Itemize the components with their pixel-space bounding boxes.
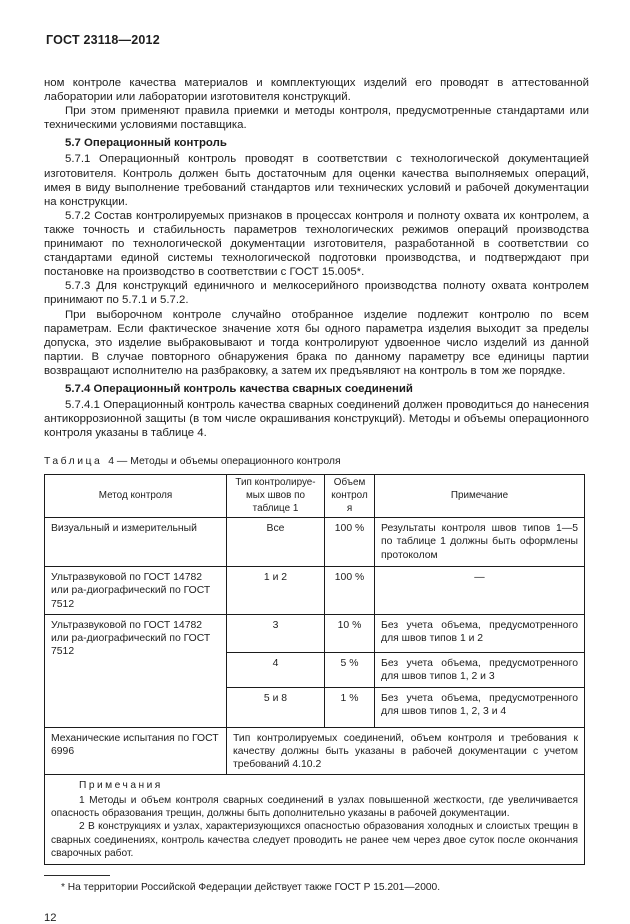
cell-weld-type: 4 bbox=[227, 652, 325, 687]
footnote-divider bbox=[44, 875, 110, 876]
table-notes-row bbox=[45, 775, 585, 864]
cell-volume: 10 % bbox=[325, 614, 375, 652]
cell-volume: 1 % bbox=[325, 687, 375, 727]
page-number: 12 bbox=[44, 911, 57, 924]
cell-volume: 100 % bbox=[325, 518, 375, 567]
cell-weld-type: 3 bbox=[227, 614, 325, 652]
cell-note-colspan: Тип контролируемых соединений, объем контроля и требования к качеству должны быть указаны в рабочей документации с учетом требований 4.10.2 bbox=[227, 727, 585, 775]
note-item: 1 Методы и объем контроля сварных соединений в узлах повышенной жесткости, где увеличивается опасность образования трещин, должны быть дополнительно указаны в рабочей документации. bbox=[51, 794, 578, 819]
table-caption-label: Таблица bbox=[44, 456, 103, 468]
table-header-row bbox=[45, 475, 585, 518]
table-caption bbox=[44, 456, 589, 467]
cell-method: Визуальный и измерительный bbox=[45, 518, 227, 567]
cell-note: Результаты контроля швов типов 1—5 по таблице 1 должны быть оформлены протоколом bbox=[375, 518, 585, 567]
section-heading-5-7-4: 5.7.4 Операционный контроль качества сварных соединений bbox=[65, 382, 413, 395]
page-content bbox=[44, 76, 589, 924]
cell-note: Без учета объема, предусмотренного для швов типов 1 и 2 bbox=[375, 614, 585, 652]
cell-method-rowspan: Ультразвуковой по ГОСТ 14782 или ра-диографический по ГОСТ 7512 bbox=[45, 614, 227, 727]
doc-code-header: ГОСТ 23118—2012 bbox=[46, 33, 160, 47]
body-paragraph: ном контроле качества материалов и комплектующих изделий его проводят в аттестованной лаборатории или лаборатории изготовителя конструкций. bbox=[44, 77, 589, 104]
table-row bbox=[45, 518, 585, 567]
operational-control-table bbox=[44, 474, 585, 864]
table-row bbox=[45, 567, 585, 615]
cell-weld-type: 1 и 2 bbox=[227, 567, 325, 615]
cell-note-dash: — bbox=[375, 567, 585, 615]
table-caption-text: 4 — Методы и объемы операционного контроля bbox=[108, 456, 341, 468]
cell-note: Без учета объема, предусмотренного для швов типов 1, 2 и 3 bbox=[375, 652, 585, 687]
footnote-text: * На территории Российской Федерации действует также ГОСТ Р 15.201—2000. bbox=[61, 881, 441, 893]
cell-weld-type: Все bbox=[227, 518, 325, 567]
table-notes-cell bbox=[45, 775, 585, 864]
body-paragraph: 5.7.1 Операционный контроль проводят в соответствии с технологической документацией изготовителя. Контроль должен быть достаточным для оценки качества выполняемых операций, имея в виду выполнение требований стандартов или технических условий и рабочей документации на конструкции. bbox=[44, 153, 589, 208]
header-weld-type: Тип контролируе-мых швов по таблице 1 bbox=[227, 475, 325, 518]
cell-volume: 100 % bbox=[325, 567, 375, 615]
note-item: 2 В конструкциях и узлах, характеризующихся опасностью образования холодных и слоистых трещин в сварных соединениях, контроль качества следует проводить не ранее чем через двое суток после окончания сварочных работ. bbox=[51, 821, 578, 860]
table-row bbox=[45, 614, 585, 652]
body-paragraph: 5.7.3 Для конструкций единичного и мелкосерийного производства полноту охвата контролем принимают по 5.7.1 и 5.7.2. bbox=[44, 280, 589, 307]
cell-method: Механические испытания по ГОСТ 6996 bbox=[45, 727, 227, 775]
header-note: Примечание bbox=[375, 475, 585, 518]
notes-title: Примечания bbox=[79, 780, 163, 792]
cell-volume: 5 % bbox=[325, 652, 375, 687]
cell-note: Без учета объема, предусмотренного для швов типов 1, 2, 3 и 4 bbox=[375, 687, 585, 727]
header-volume: Объем контроля bbox=[325, 475, 375, 518]
body-paragraph: При этом применяют правила приемки и методы контроля, предусмотренные стандартами или техническими условиями поставщика. bbox=[44, 105, 589, 132]
table-row bbox=[45, 727, 585, 775]
section-heading-5-7: 5.7 Операционный контроль bbox=[65, 137, 227, 150]
body-paragraph: При выборочном контроле случайно отобранное изделие подлежит контролю по всем параметрам. Если фактическое значение хотя бы одного параметра изделия выходит за пределы допуска, это изделие выбраковывают и тогда контролируют удвоенное число изделий из данной партии. В случае повторного обнаружения брака по данному параметру все единицы партии возвращают исполнителю на разбраковку, а затем их предъявляют на контроль в том же порядке. bbox=[44, 308, 589, 377]
body-paragraph: 5.7.4.1 Операционный контроль качества сварных соединений должен проводиться до нанесения антикоррозионной защиты (в том числе окрашивания конструкций). Методы и объемы операционного контроля указаны в таблице 4. bbox=[44, 399, 589, 440]
cell-weld-type: 5 и 8 bbox=[227, 687, 325, 727]
body-paragraph: 5.7.2 Состав контролируемых признаков в процессах контроля и полноту охвата их контролем, а также точность и стабильность параметров технологических режимов операций производства принимают по технологической документации изготовителя, разработанной в соответствии со стандартами единой системы технологической подготовки производства, и подтверждают при постановке на производство в соответствии с ГОСТ 15.005*. bbox=[44, 209, 589, 279]
header-method: Метод контроля bbox=[45, 475, 227, 518]
cell-method: Ультразвуковой по ГОСТ 14782 или ра-диографический по ГОСТ 7512 bbox=[45, 567, 227, 615]
